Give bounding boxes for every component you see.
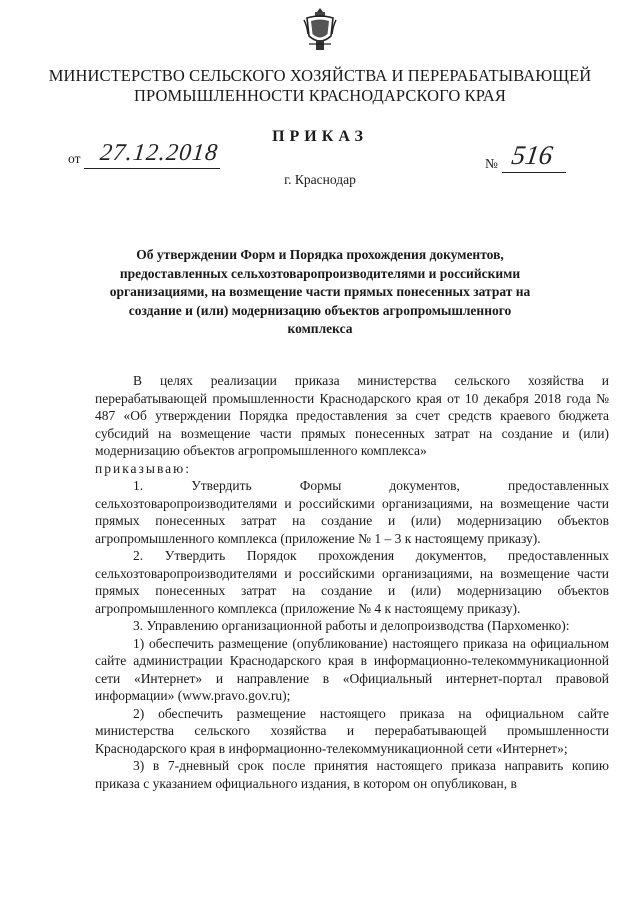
handwritten-number: 516 [509, 140, 555, 170]
order-subject: Об утверждении Форм и Порядка прохождения документов, предоставленных сельхозтоваропроизводителями и российскими организациями, на возмещение части прямых понесенных затрат на создание и (или) модернизацию объектов агропромышленного комплекса [109, 247, 531, 336]
paragraph-3-1: 1) обеспечить размещение (опубликование) настоящего приказа на официальном сайте администрации Краснодарского края в информационно-телекоммуникационной сети «Интернет» и направление в «Официальный интернет-портал правовой информации» (www.pravo.gov.ru); [95, 635, 609, 703]
coat-of-arms-icon [303, 6, 337, 52]
order-word: приказываю: [95, 460, 191, 476]
handwritten-date: 27.12.2018 [98, 140, 220, 166]
ministry-name-line1: МИНИСТЕРСТВО СЕЛЬСКОГО ХОЗЯЙСТВА И ПЕРЕРАБАТЫВАЮЩЕЙ [48, 66, 592, 85]
date-underline [84, 168, 220, 169]
ministry-name-line2: ПРОМЫШЛЕННОСТИ КРАСНОДАРСКОГО КРАЯ [133, 86, 507, 105]
order-title: ПРИКАЗ [272, 128, 368, 145]
paragraph-1: 1. Утвердить Формы документов, предоставленных сельхозтоваропроизводителями и российскими организациями, на возмещение части прямых понесенных затрат на создание и (или) модернизацию объектов агропромышленного комплекса (приложение № 1 – 3 к настоящему приказу). [95, 478, 609, 546]
paragraph-3-2: 2) обеспечить размещение настоящего приказа на официальном сайте министерства сельского хозяйства и перерабатывающей промышленности Краснодарского края в информационно-телекоммуникационной сети «Интернет»; [95, 705, 609, 756]
paragraph-3: 3. Управлению организационной работы и делопроизводства (Пархоменко): [133, 618, 570, 633]
intro-paragraph: В целях реализации приказа министерства сельского хозяйства и перерабатывающей промышленности Краснодарского края от 10 декабря 2018 года № 487 «Об утверждении Порядка предоставления за счет средств краевого бюджета субсидий на возмещение части прямых понесенных затрат на создание и (или) модернизацию объектов агропромышленного комплекса» [95, 373, 609, 458]
number-label: № [485, 156, 498, 171]
paragraph-2: 2. Утвердить Порядок прохождения документов, предоставленных сельхозтоваропроизводителями и российскими организациями, на возмещение части прямых понесенных затрат на создание и (или) модернизацию объектов агропромышленного комплекса (приложение № 4 к настоящему приказу). [95, 548, 609, 616]
paragraph-3-3: 3) в 7-дневный срок после принятия настоящего приказа направить копию приказа с указанием официального издания, в котором он опубликован, в [95, 758, 609, 791]
order-body [95, 372, 609, 792]
city: г. Краснодар [284, 172, 356, 187]
date-label: от [68, 151, 81, 166]
